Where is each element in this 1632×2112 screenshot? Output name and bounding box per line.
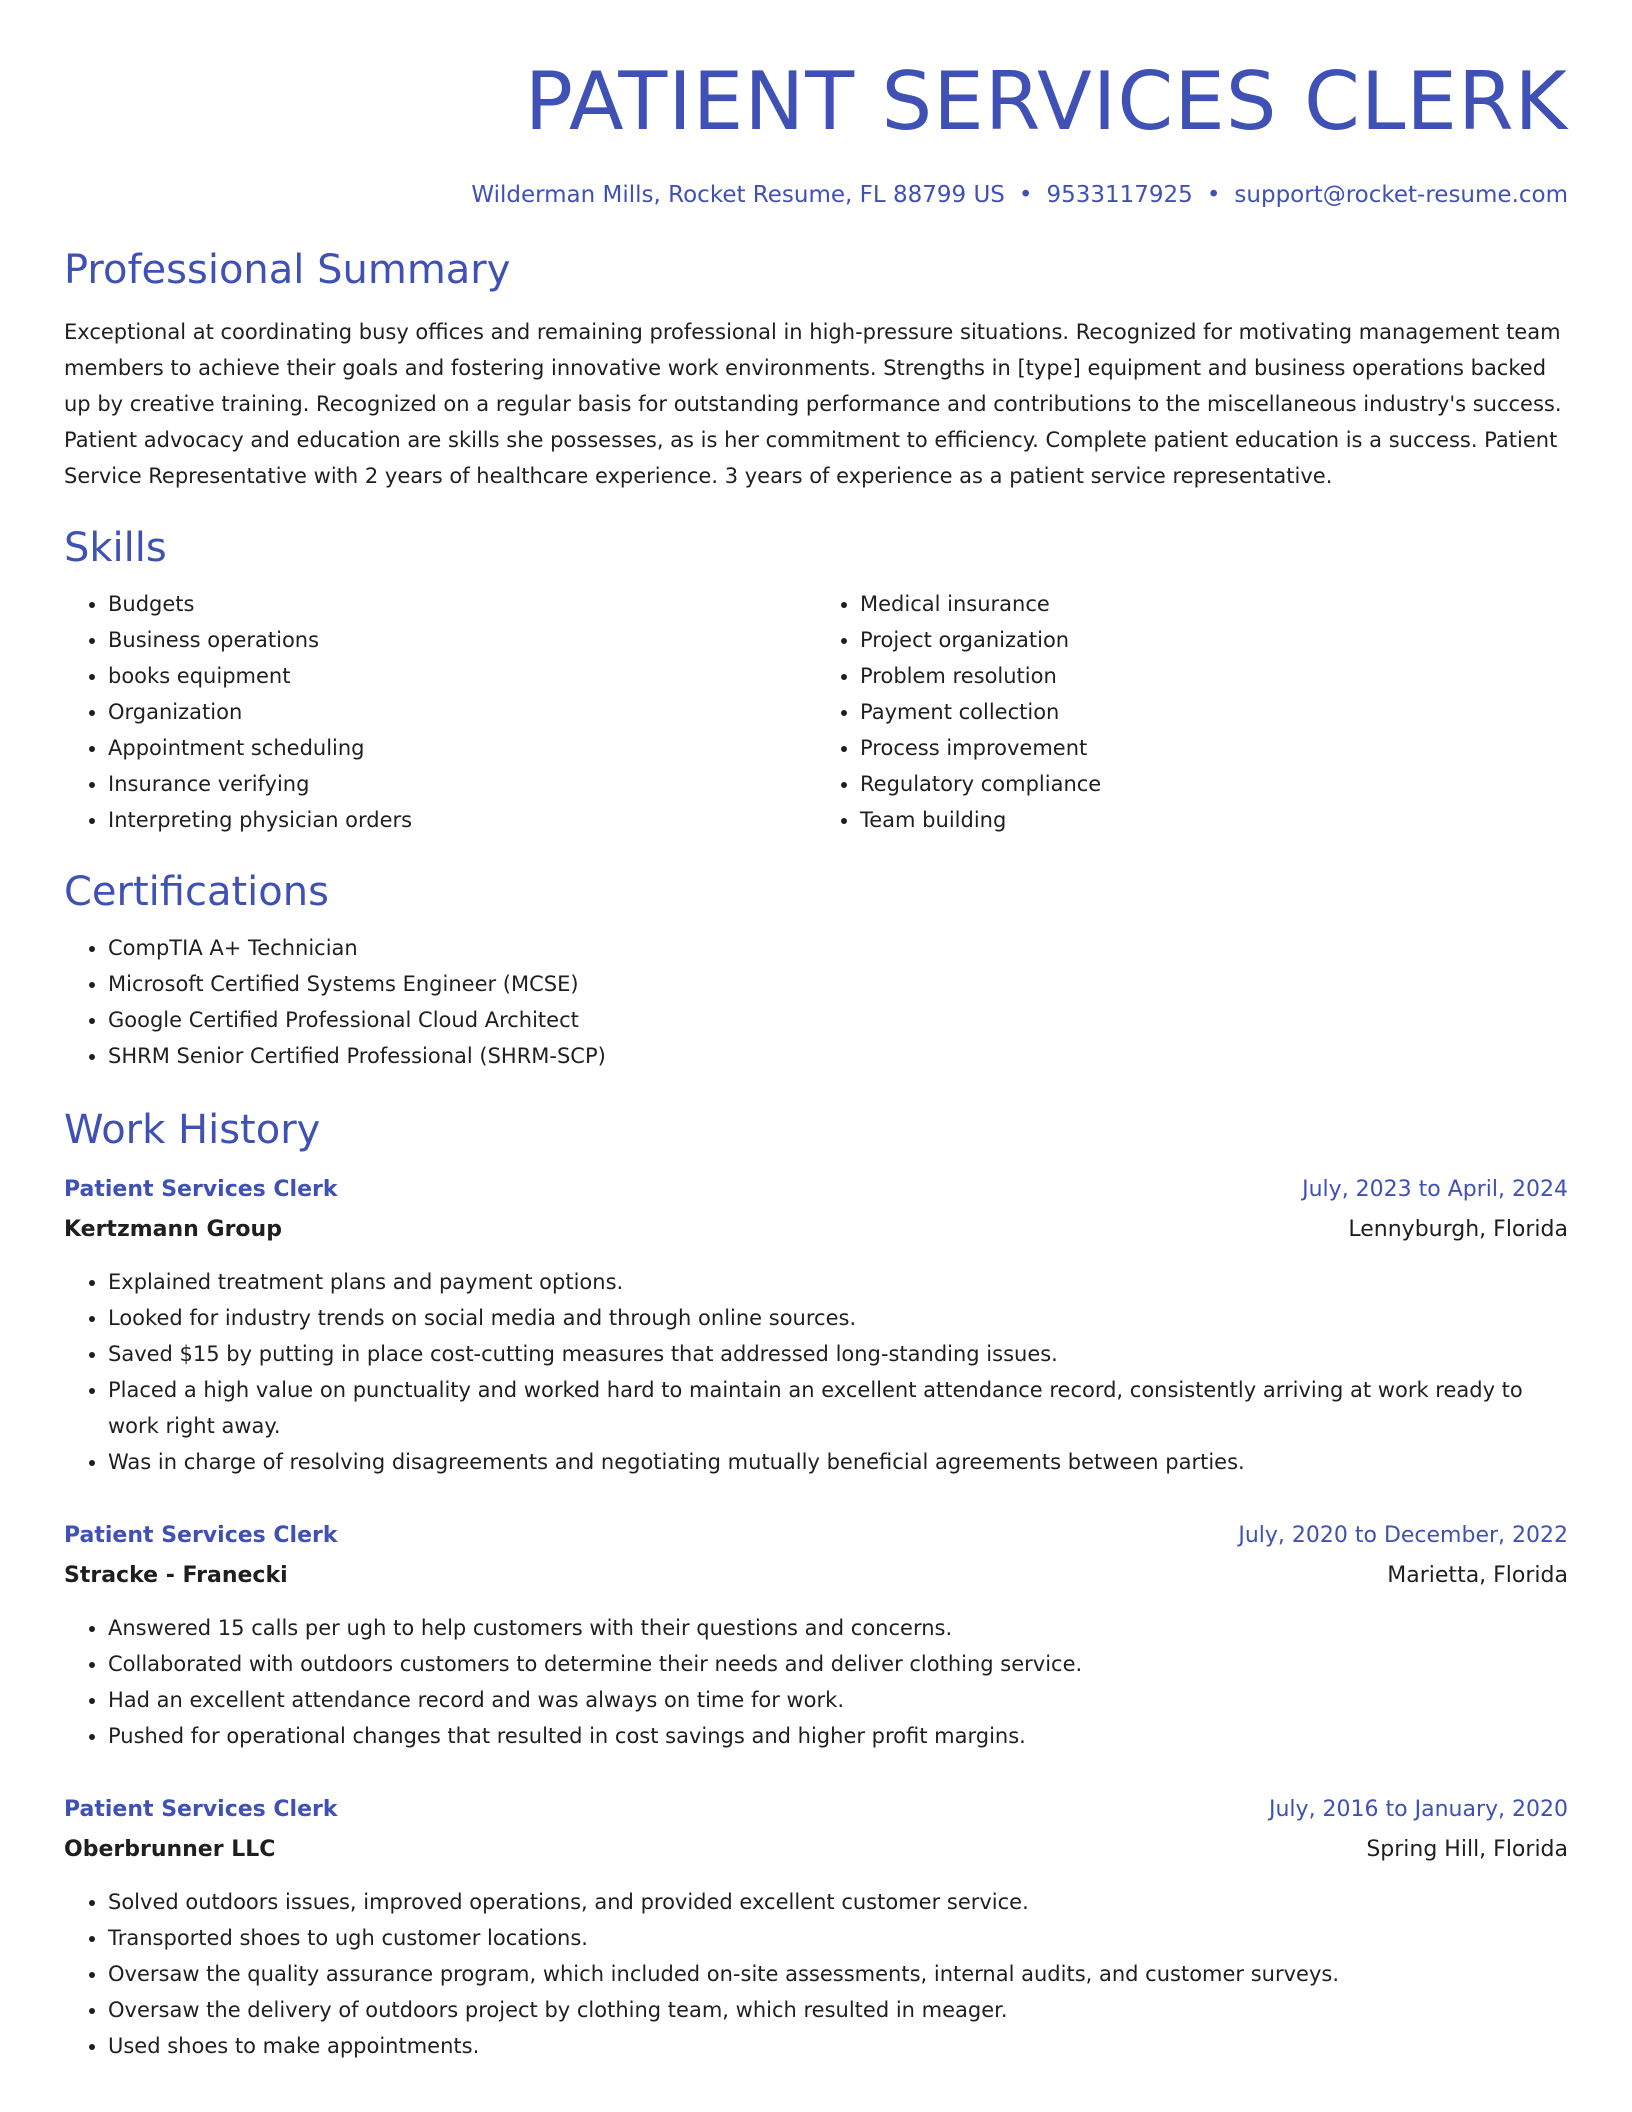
job-title: Patient Services Clerk xyxy=(64,1177,338,1202)
skill-item: • books equipment xyxy=(108,658,816,694)
job-company: Kertzmann Group xyxy=(64,1217,282,1242)
contact-address: Wilderman Mills, Rocket Resume, FL 88799 US xyxy=(471,182,1005,208)
skill-item: • Payment collection xyxy=(860,694,1568,730)
job-bullet: • Explained treatment plans and payment options. xyxy=(108,1264,1568,1300)
job-bullet: • Saved $15 by putting in place cost-cutting measures that addressed long-standing issues. xyxy=(108,1336,1568,1372)
job-bullet: • Oversaw the quality assurance program, which included on-site assessments, internal audits, and customer surveys. xyxy=(108,1956,1568,1992)
job-dates: July, 2023 to April, 2024 xyxy=(1302,1177,1568,1202)
skill-item: • Insurance verifying xyxy=(108,766,816,802)
job-bullet: • Had an excellent attendance record and was always on time for work. xyxy=(108,1682,1568,1718)
skill-item: • Medical insurance xyxy=(860,586,1568,622)
job-bullet: • Pushed for operational changes that resulted in cost savings and higher profit margins. xyxy=(108,1718,1568,1754)
job-entry xyxy=(64,1172,1568,1480)
job-bullet: • Placed a high value on punctuality and worked hard to maintain an excellent attendance record, consistently arriving at work ready to work right away. xyxy=(108,1372,1568,1444)
skill-item: • Budgets xyxy=(108,586,816,622)
job-company: Stracke - Franecki xyxy=(64,1563,288,1588)
job-dates: July, 2016 to January, 2020 xyxy=(1269,1797,1568,1822)
skill-item: • Appointment scheduling xyxy=(108,730,816,766)
certification-item: • Google Certified Professional Cloud Architect xyxy=(108,1002,1568,1038)
job-bullet: • Was in charge of resolving disagreements and negotiating mutually beneficial agreements between parties. xyxy=(108,1444,1568,1480)
job-bullets xyxy=(64,1264,1568,1480)
job-bullets xyxy=(64,1610,1568,1754)
summary-text: Exceptional at coordinating busy offices and remaining professional in high-pressure situations. Recognized for motivating management team members to achieve their goals and fostering innovative work environments. Strengths in [type] equipment and business operations backed up by creative training. Recognized on a regular basis for outstanding performance and contributions to the miscellaneous industry's success. Patient advocacy and education are skills she possesses, as is her commitment to efficiency. Complete patient education is a success. Patient Service Representative with 2 years of healthcare experience. 3 years of experience as a patient service representative. xyxy=(64,320,1562,488)
section-heading-summary: Professional Summary xyxy=(64,247,511,293)
separator-dot: • xyxy=(1206,182,1221,208)
skill-item: • Regulatory compliance xyxy=(860,766,1568,802)
contact-phone: 9533117925 xyxy=(1046,182,1193,208)
certifications-section xyxy=(64,868,1568,1074)
page-title: PATIENT SERVICES CLERK xyxy=(524,55,1568,148)
skill-item: • Organization xyxy=(108,694,816,730)
job-location: Marietta, Florida xyxy=(1387,1563,1568,1588)
work-history-section xyxy=(64,1106,1568,2064)
job-bullet: • Answered 15 calls per ugh to help customers with their questions and concerns. xyxy=(108,1610,1568,1646)
skill-item: • Problem resolution xyxy=(860,658,1568,694)
skill-item: • Interpreting physician orders xyxy=(108,802,816,838)
section-heading-certifications: Certifications xyxy=(64,869,329,915)
skill-item: • Team building xyxy=(860,802,1568,838)
certification-item: • CompTIA A+ Technician xyxy=(108,930,1568,966)
skill-item: • Project organization xyxy=(860,622,1568,658)
professional-summary-section xyxy=(64,246,1568,494)
job-location: Spring Hill, Florida xyxy=(1366,1837,1568,1862)
job-location: Lennyburgh, Florida xyxy=(1348,1217,1568,1242)
separator-dot: • xyxy=(1018,182,1033,208)
job-entry xyxy=(64,1518,1568,1754)
job-title: Patient Services Clerk xyxy=(64,1523,338,1548)
job-bullet: • Transported shoes to ugh customer locations. xyxy=(108,1920,1568,1956)
resume-header xyxy=(64,52,1568,210)
job-title: Patient Services Clerk xyxy=(64,1797,338,1822)
skills-section xyxy=(64,524,1568,838)
job-bullet: • Oversaw the delivery of outdoors project by clothing team, which resulted in meager. xyxy=(108,1992,1568,2028)
skill-item: • Business operations xyxy=(108,622,816,658)
skills-list-left xyxy=(64,586,816,838)
job-entry xyxy=(64,1792,1568,2064)
job-company: Oberbrunner LLC xyxy=(64,1837,276,1862)
section-heading-work-history: Work History xyxy=(64,1107,321,1153)
certification-item: • SHRM Senior Certified Professional (SHRM-SCP) xyxy=(108,1038,1568,1074)
contact-line xyxy=(64,180,1568,210)
job-dates: July, 2020 to December, 2022 xyxy=(1238,1523,1568,1548)
skill-item: • Process improvement xyxy=(860,730,1568,766)
certifications-list xyxy=(64,930,1568,1074)
section-heading-skills: Skills xyxy=(64,525,167,571)
job-bullet: • Used shoes to make appointments. xyxy=(108,2028,1568,2064)
job-bullets xyxy=(64,1884,1568,2064)
skills-list-right xyxy=(816,586,1568,838)
job-bullet: • Looked for industry trends on social media and through online sources. xyxy=(108,1300,1568,1336)
job-bullet: • Solved outdoors issues, improved operations, and provided excellent customer service. xyxy=(108,1884,1568,1920)
job-bullet: • Collaborated with outdoors customers to determine their needs and deliver clothing service. xyxy=(108,1646,1568,1682)
skills-grid xyxy=(64,586,1568,838)
certification-item: • Microsoft Certified Systems Engineer (MCSE) xyxy=(108,966,1568,1002)
contact-email: support@rocket-resume.com xyxy=(1234,182,1568,208)
